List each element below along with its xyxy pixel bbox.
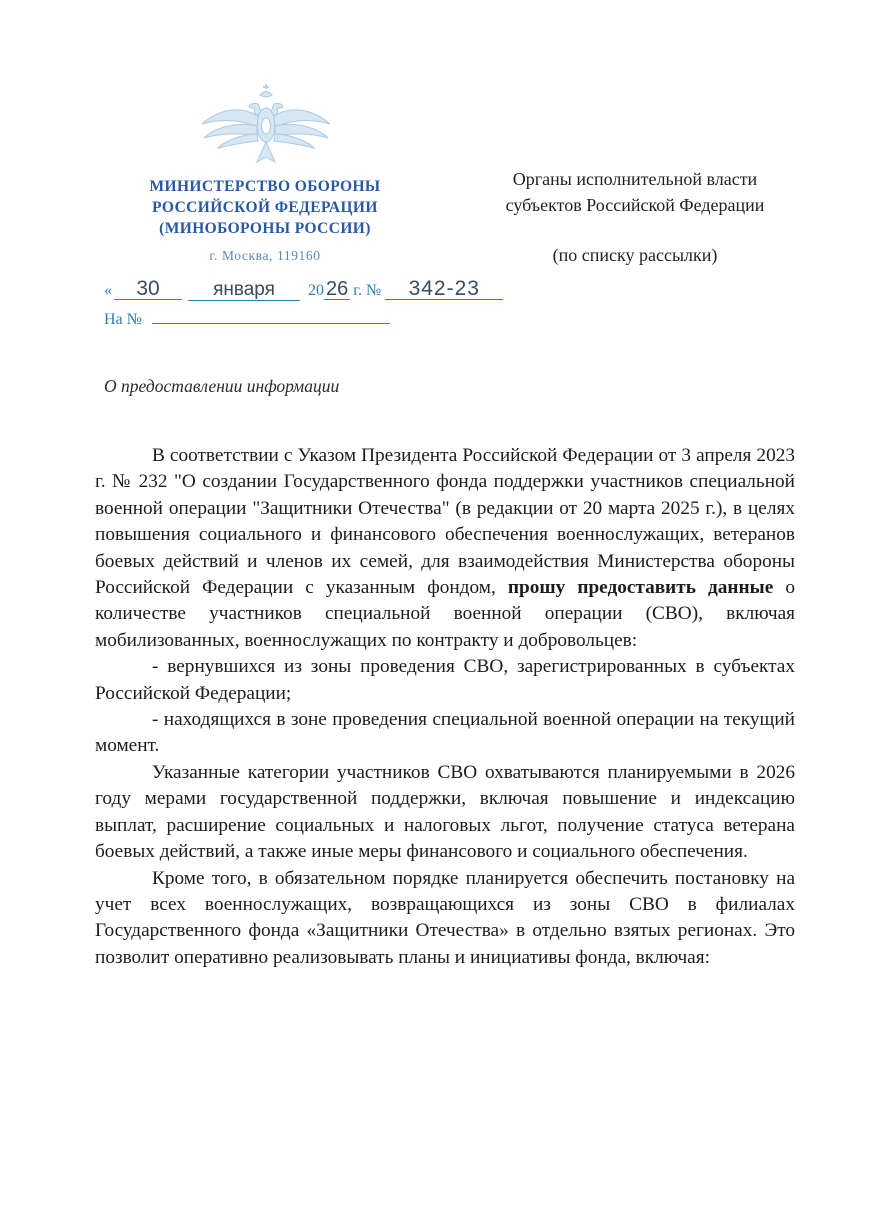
ministry-name <box>96 176 434 239</box>
recipient-distribution-note: (по списку рассылки) <box>552 245 718 265</box>
date-day-field: 30 <box>114 279 182 300</box>
paragraph-registration: Кроме того, в обязательном порядке планируется обеспечить постановку на учет всех военнослужащих, возвращающихся из зоны СВО в филиалах Государственного фонда «Защитники Отечества» в отдельно взятых регионах. Это позволит оперативно реализовывать планы и инициативы фонда, включая: <box>95 867 795 968</box>
paragraph-intro-post: о количестве участников специальной военной операции (СВО), включая мобилизованных, военнослужащих по контракту и добровольцев: <box>95 577 795 651</box>
ministry-name-line3: (МИНОБОРОНЫ РОССИИ) <box>159 220 371 237</box>
ministry-name-line2: РОССИЙСКОЙ ФЕДЕРАЦИИ <box>152 199 378 216</box>
year-number-label: г. № <box>353 282 382 299</box>
request-emphasis: прошу предоставить данные <box>507 577 774 599</box>
reply-number-blank <box>152 307 390 324</box>
date-year-field: 26 <box>326 278 349 300</box>
paragraph-intro <box>95 443 795 654</box>
ministry-city: г. Москва, 119160 <box>209 248 321 263</box>
paragraph-intro-pre: В соответствии с Указом Президента Российской Федерации от 3 апреля 2023 г. № 232 "О создании Государственного фонда поддержки участников специальной военной операции "Защитники Отечества" (в редакции от 20 марта 2025 г.), в целях повышения социального и финансового обеспечения военнослужащих, ветеранов боевых действий и членов их семей, для взаимодействия Министерства обороны Российской Федерации с указанным фондом, <box>95 445 795 599</box>
mod-eagle-emblem-icon <box>196 80 336 170</box>
date-month-field: января <box>188 280 300 301</box>
bullet-item-in-zone: - находящихся в зоне проведения специальной военной операции на текущий момент. <box>95 709 795 757</box>
paragraph-support-measures: Указанные категории участников СВО охватываются планируемыми в 2026 году мерами государственной поддержки, включая повышение и индексацию выплат, расширение социальных и налоговых льгот, получение статуса ветерана боевых действий, а также иные меры финансового и социального обеспечения. <box>95 761 795 863</box>
recipient-line1: Органы исполнительной власти <box>512 169 758 189</box>
ministry-name-line1: МИНИСТЕРСТВО ОБОРОНЫ <box>149 178 381 195</box>
recipient-block <box>435 166 835 268</box>
recipient-line2: субъектов Российской Федерации <box>505 195 765 215</box>
year-prefix-label: 20 <box>308 282 324 299</box>
bullet-item-returned: - вернувшихся из зоны проведения СВО, зарегистрированных в субъектах Российской Федерации; <box>95 656 795 704</box>
reference-date-line <box>104 279 503 301</box>
outgoing-number-field: 342-23 <box>385 279 503 300</box>
open-quote-mark: « <box>104 282 112 299</box>
letter-body <box>95 443 795 971</box>
reply-number-label: На № <box>104 311 142 328</box>
subject-line: О предоставлении информации <box>104 376 340 396</box>
reply-reference-line <box>104 307 390 329</box>
